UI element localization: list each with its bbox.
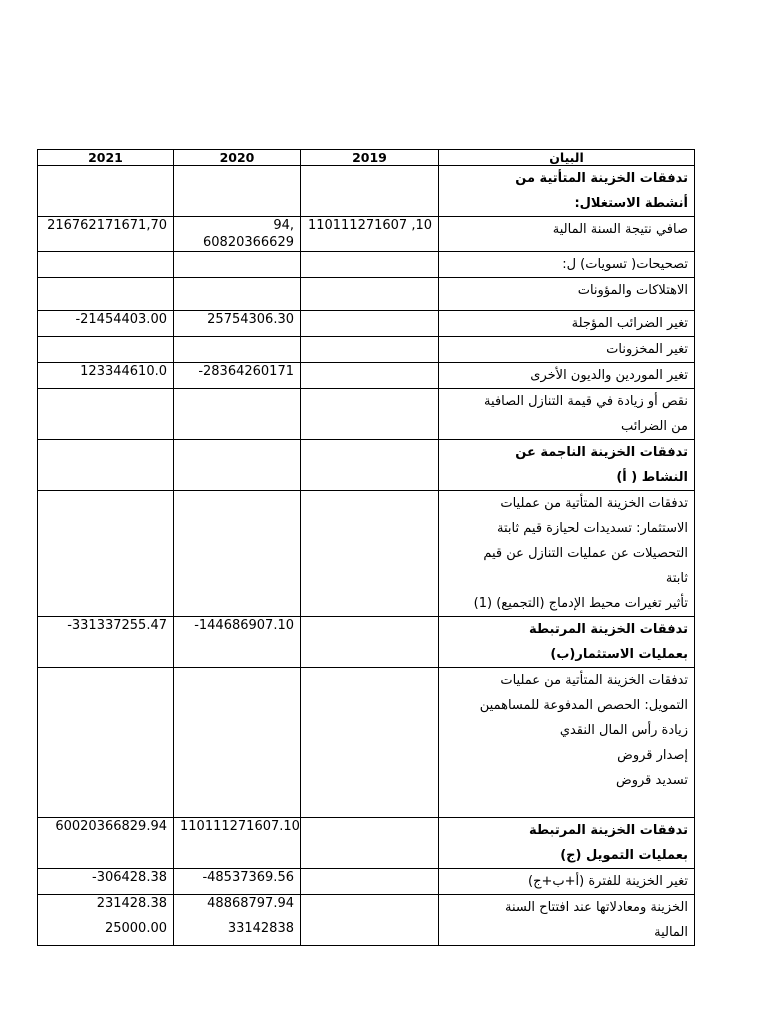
label-line: تدفقات الخزينة المرتبطة <box>529 622 688 637</box>
cell-2020 <box>174 166 301 217</box>
label-line: تغير الضرائب المؤجلة <box>571 316 688 331</box>
table-row <box>38 278 695 311</box>
cell-2020: -48537369.56 <box>174 869 301 895</box>
cell-2021: 231428.38 25000.00 <box>38 895 174 946</box>
label-line: من الضرائب <box>620 419 688 434</box>
table-row <box>38 311 695 337</box>
cell-2021: 216762171671,70 <box>38 217 174 252</box>
table-row <box>38 491 695 617</box>
cell-2019 <box>301 440 439 491</box>
label-line: تأثير تغيرات محيط الإدماج (التجميع) (1) <box>473 596 688 611</box>
row-label <box>439 389 695 440</box>
header-row <box>38 150 695 166</box>
cell-2019 <box>301 668 439 818</box>
row-label <box>439 668 695 818</box>
label-line: التمويل: الحصص المدفوعة للمساهمين <box>479 698 688 713</box>
cell-2020 <box>174 491 301 617</box>
label-line: نقص أو زيادة في قيمة التنازل الصافية <box>484 394 688 409</box>
table-row <box>38 363 695 389</box>
cell-2019 <box>301 166 439 217</box>
table-row <box>38 337 695 363</box>
cell-2019 <box>301 491 439 617</box>
label-line: تغير الموردين والديون الأخرى <box>530 368 688 383</box>
cell-2019 <box>301 617 439 668</box>
cell-2019 <box>301 895 439 946</box>
row-label <box>439 311 695 337</box>
cell-2019 <box>301 869 439 895</box>
table-row <box>38 252 695 278</box>
table-row <box>38 818 695 869</box>
row-label <box>439 363 695 389</box>
cell-2020 <box>174 337 301 363</box>
row-label <box>439 337 695 363</box>
cell-2019 <box>301 278 439 311</box>
cell-2020: -28364260171 <box>174 363 301 389</box>
cell-2021 <box>38 252 174 278</box>
label-line: زيادة رأس المال النقدي <box>559 723 688 738</box>
table-row <box>38 668 695 818</box>
label-line: أنشطة الاستغلال: <box>574 196 688 211</box>
row-label <box>439 491 695 617</box>
row-label <box>439 818 695 869</box>
cell-2021 <box>38 440 174 491</box>
cell-2020: 110111271607.10 <box>174 818 301 869</box>
cell-2021 <box>38 337 174 363</box>
label-line: تغير المخزونات <box>606 342 688 357</box>
cell-2021 <box>38 166 174 217</box>
cell-2019 <box>301 818 439 869</box>
cell-2021: -21454403.00 <box>38 311 174 337</box>
label-line: تدفقات الخزينة المرتبطة <box>529 823 688 838</box>
table-row <box>38 869 695 895</box>
cell-2019 <box>301 252 439 278</box>
cell-2020 <box>174 668 301 818</box>
row-label <box>439 278 695 311</box>
table-row <box>38 440 695 491</box>
cell-2021: -331337255.47 <box>38 617 174 668</box>
label-line: تدفقات الخزينة المتأتية من عمليات <box>500 673 688 688</box>
label-line: الخزينة ومعادلاتها عند افتتاح السنة <box>504 900 688 915</box>
header-2019: 2019 <box>301 150 439 166</box>
cell-2021 <box>38 278 174 311</box>
label-line: التحصيلات عن عمليات التنازل عن قيم <box>483 546 688 561</box>
table-row <box>38 217 695 252</box>
cell-2021 <box>38 491 174 617</box>
label-line: النشاط ( أ) <box>616 470 688 485</box>
table-row <box>38 617 695 668</box>
cell-2019 <box>301 363 439 389</box>
cell-2021: 60020366829.94 <box>38 818 174 869</box>
cell-2020 <box>174 389 301 440</box>
cell-2021 <box>38 668 174 818</box>
label-line: تدفقات الخزينة الناجمة عن <box>515 445 688 460</box>
header-2020: 2020 <box>174 150 301 166</box>
label-line: إصدار قروض <box>617 748 688 763</box>
cell-2020: 94, 60820366629 <box>174 217 301 252</box>
row-label <box>439 217 695 252</box>
cell-2019 <box>301 389 439 440</box>
row-label <box>439 252 695 278</box>
cell-2021: -306428.38 <box>38 869 174 895</box>
cell-2020 <box>174 440 301 491</box>
cell-2020 <box>174 252 301 278</box>
cell-2019 <box>301 311 439 337</box>
cell-2019: 110111271607 ,10 <box>301 217 439 252</box>
cell-2020: -144686907.10 <box>174 617 301 668</box>
label-line: تسديد قروض <box>616 773 688 788</box>
table-row <box>38 389 695 440</box>
header-2021: 2021 <box>38 150 174 166</box>
row-label <box>439 895 695 946</box>
cash-flow-table <box>37 149 695 946</box>
row-label <box>439 166 695 217</box>
label-line: المالية <box>654 925 688 940</box>
label-line: بعمليات الاستثمار(ب) <box>550 647 688 662</box>
label-line: الاهتلاكات والمؤونات <box>577 283 688 298</box>
cell-2020: 25754306.30 <box>174 311 301 337</box>
label-line: الاستثمار: تسديدات لحيازة قيم ثابتة <box>497 521 688 536</box>
label-line: تصحيحات( تسويات) ل: <box>562 257 688 272</box>
label-line: تدفقات الخزينة المتأتية من عمليات <box>500 496 688 511</box>
cell-2021: 123344610.0 <box>38 363 174 389</box>
cell-2020: 48868797.94 33142838 <box>174 895 301 946</box>
cell-2020 <box>174 278 301 311</box>
cell-2019 <box>301 337 439 363</box>
label-line: بعمليات التمويل (ج) <box>560 848 688 863</box>
label-line: تدفقات الخزينة المتأتية من <box>515 171 688 186</box>
table-row <box>38 166 695 217</box>
label-line: تغير الخزينة للفترة (أ+ب+ج) <box>528 874 688 889</box>
cell-2021 <box>38 389 174 440</box>
table-row <box>38 895 695 946</box>
row-label <box>439 617 695 668</box>
row-label <box>439 869 695 895</box>
row-label <box>439 440 695 491</box>
label-line: ثابتة <box>665 571 688 586</box>
header-label: البيان <box>439 150 695 166</box>
label-line: صافي نتيجة السنة المالية <box>552 222 688 237</box>
